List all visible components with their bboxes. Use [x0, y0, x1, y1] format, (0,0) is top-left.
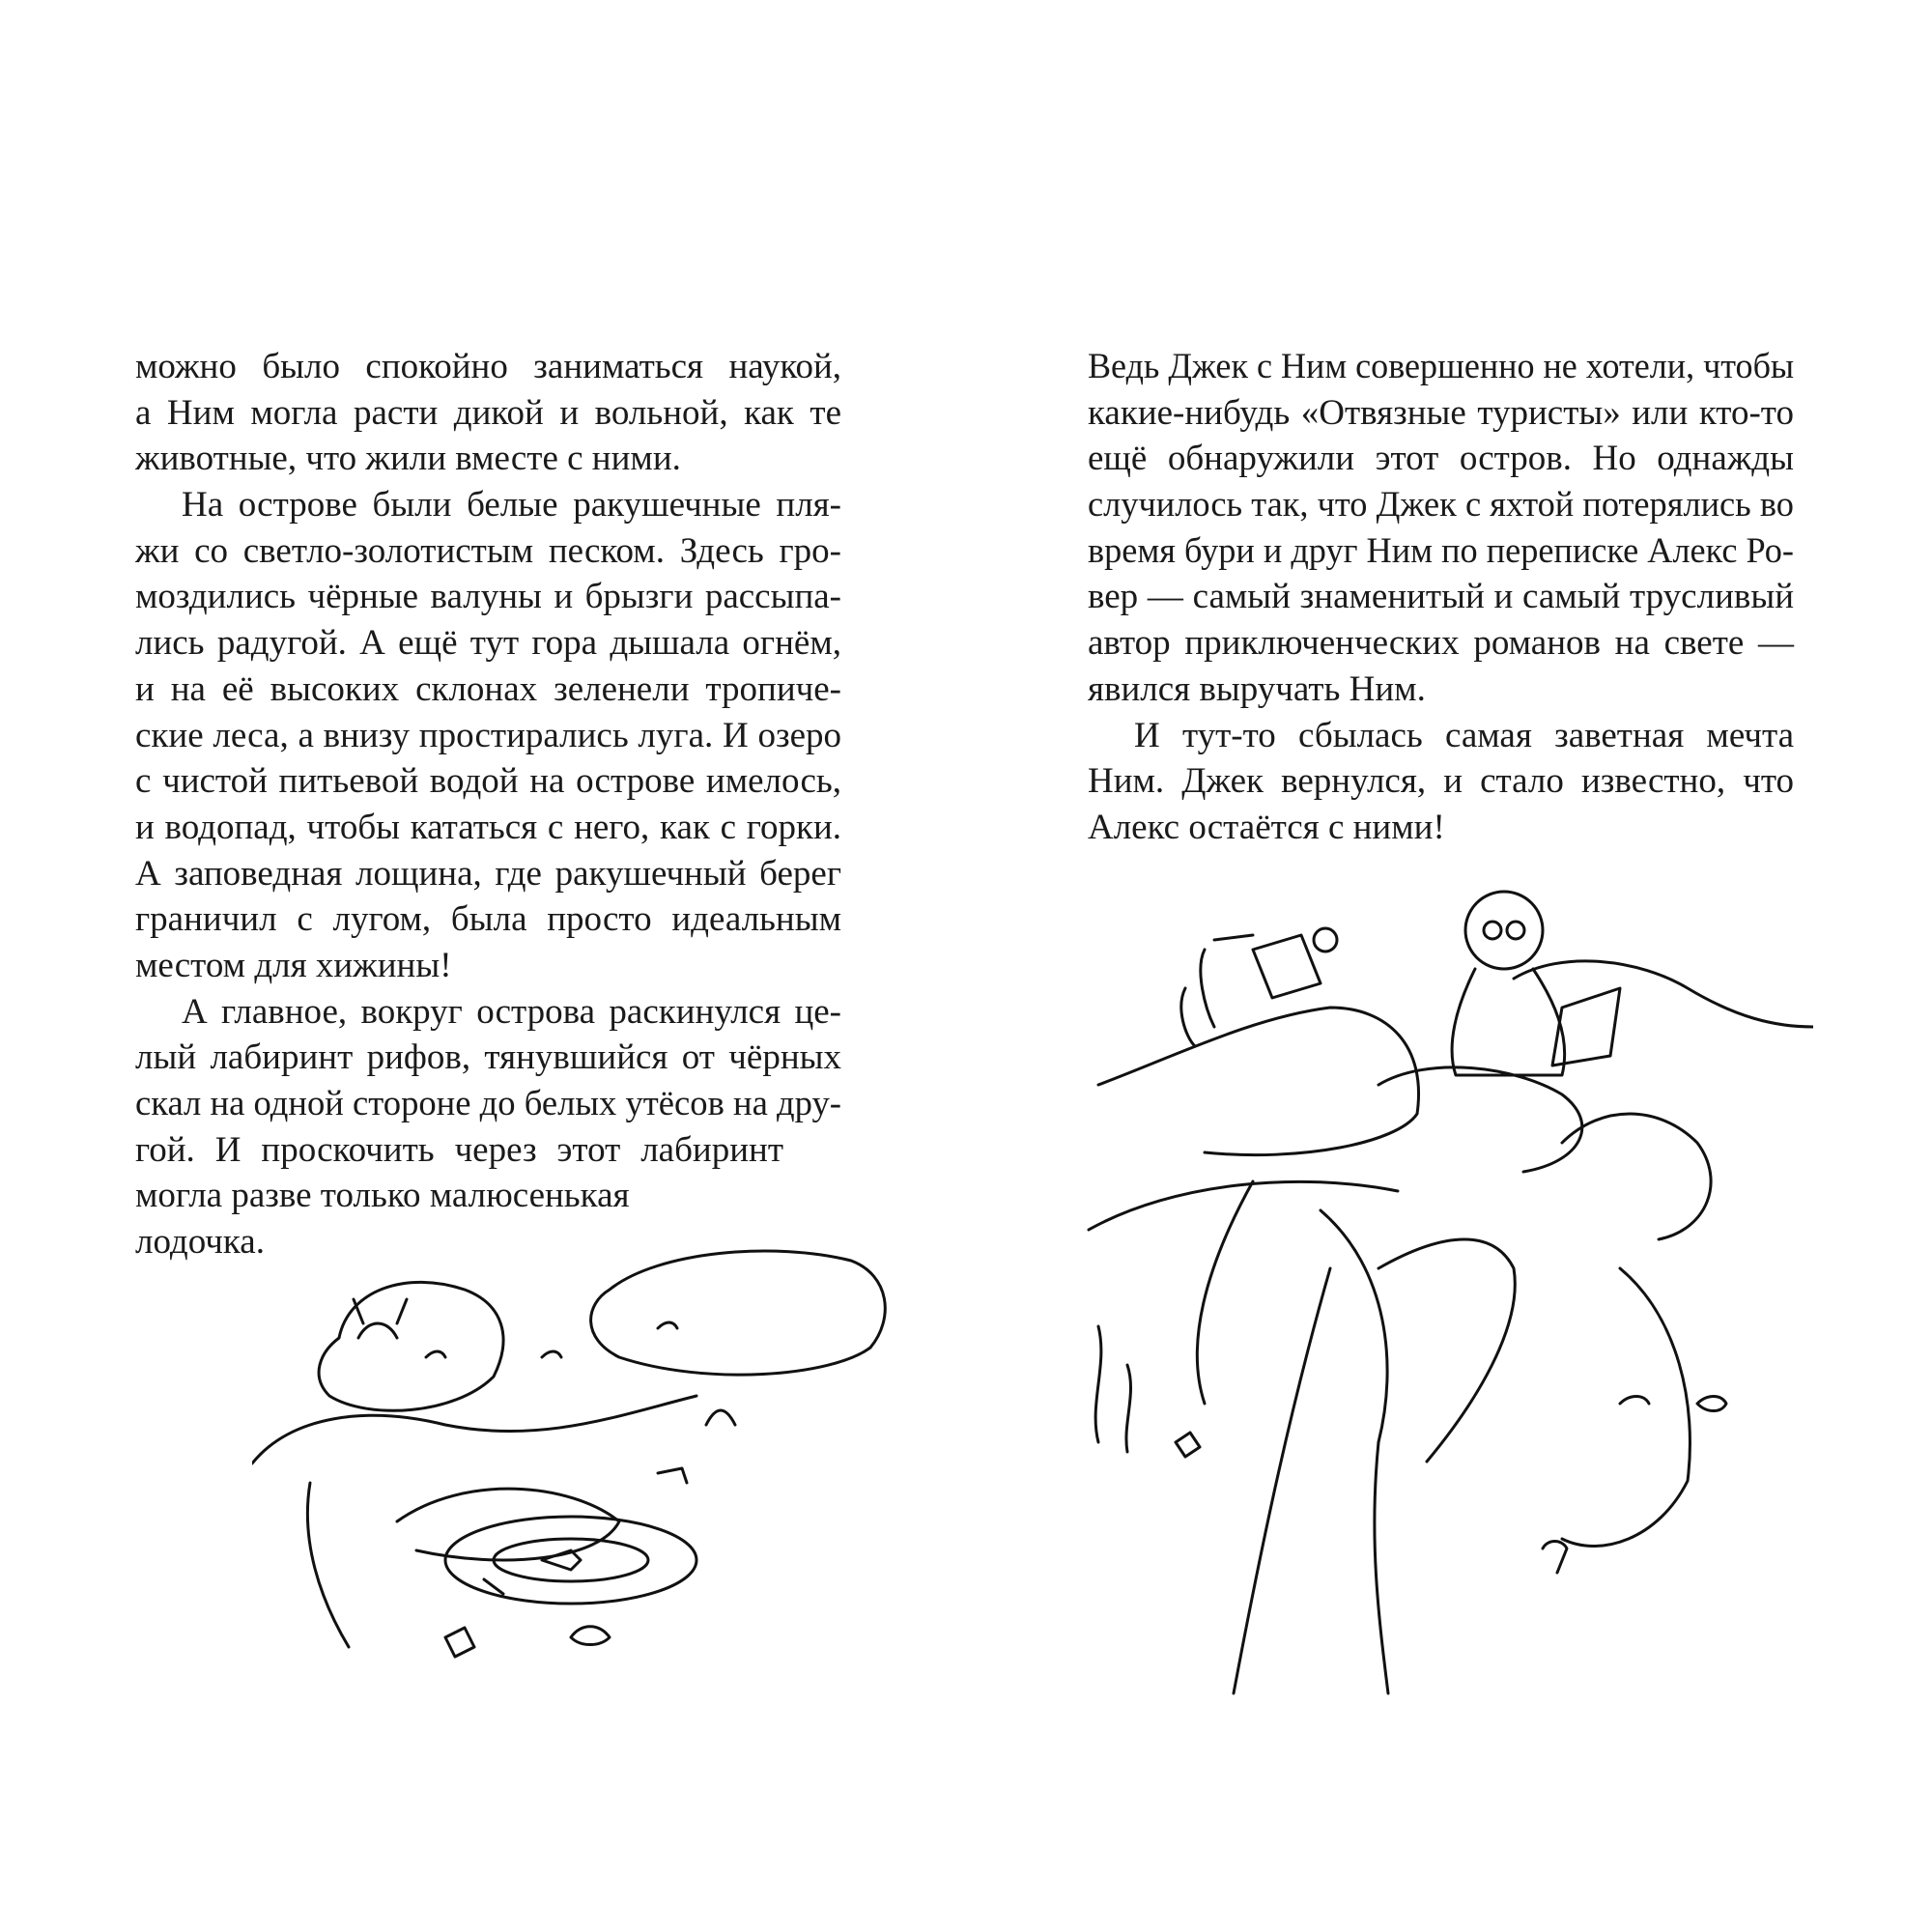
text-line: Алекс остаётся с ними! [1088, 807, 1445, 847]
text-line: ские леса, а внизу простирались луга. И озеро [135, 715, 841, 755]
text-line: лый лабиринт рифов, тянувшийся от чёрных [135, 1037, 841, 1078]
right-page-text [1088, 344, 1794, 851]
characters-illustration [1060, 863, 1813, 1703]
text-line: какие-нибудь «Отвязные туристы» или кто-то [1088, 392, 1794, 433]
text-line: могла разве только малюсенькая [135, 1176, 630, 1216]
text-line: граничил с лугом, была просто идеальным [135, 899, 841, 940]
text-line: случилось так, что Джек с яхтой потерялись во [1088, 485, 1794, 526]
text-line: и на её высоких склонах зеленели тропиче- [135, 668, 841, 709]
text-line: жи со светло-золотистым песком. Здесь гро- [135, 530, 841, 571]
text-line: А заповедная лощина, где ракушечный берег [135, 853, 841, 894]
text-line: и водопад, чтобы кататься с него, как с горки. [135, 807, 841, 847]
text-line: И тут-то сбылась самая заветная мечта [1134, 715, 1794, 755]
text-line: явился выручать Ним. [1088, 668, 1426, 709]
text-line: вер — самый знаменитый и самый трусливый [1088, 577, 1794, 617]
text-line: Ним. Джек вернулся, и стало известно, что [1088, 761, 1794, 802]
text-line: животные, что жили вместе с ними. [135, 439, 681, 479]
text-line: а Ним могла расти дикой и вольной, как те [135, 392, 841, 433]
reef-illustration [252, 1232, 890, 1705]
text-line: лись радугой. А ещё тут гора дышала огнём, [135, 623, 841, 664]
text-line: автор приключенческих романов на свете — [1088, 623, 1794, 664]
text-line: время бури и друг Ним по переписке Алекс Ро- [1088, 530, 1794, 571]
text-line: А главное, вокруг острова раскинулся це- [182, 991, 841, 1032]
text-line: лодочка. [135, 1222, 265, 1263]
text-line: гой. И проскочить через этот лабиринт [135, 1129, 783, 1170]
text-line: Ведь Джек с Ним совершенно не хотели, чтобы [1088, 347, 1795, 386]
left-page-text [135, 344, 841, 1265]
text-line: местом для хижины! [135, 945, 452, 985]
text-line: можно было спокойно заниматься наукой, [135, 347, 841, 386]
text-line: с чистой питьевой водой на острове имелось, [135, 761, 841, 802]
text-line: скал на одной стороне до белых утёсов на дру- [135, 1084, 841, 1123]
text-line: На острове были белые ракушечные пля- [182, 485, 841, 526]
text-line: ещё обнаружили этот остров. Но однажды [1088, 439, 1794, 479]
text-line: моздились чёрные валуны и брызги рассыпа- [135, 577, 841, 617]
